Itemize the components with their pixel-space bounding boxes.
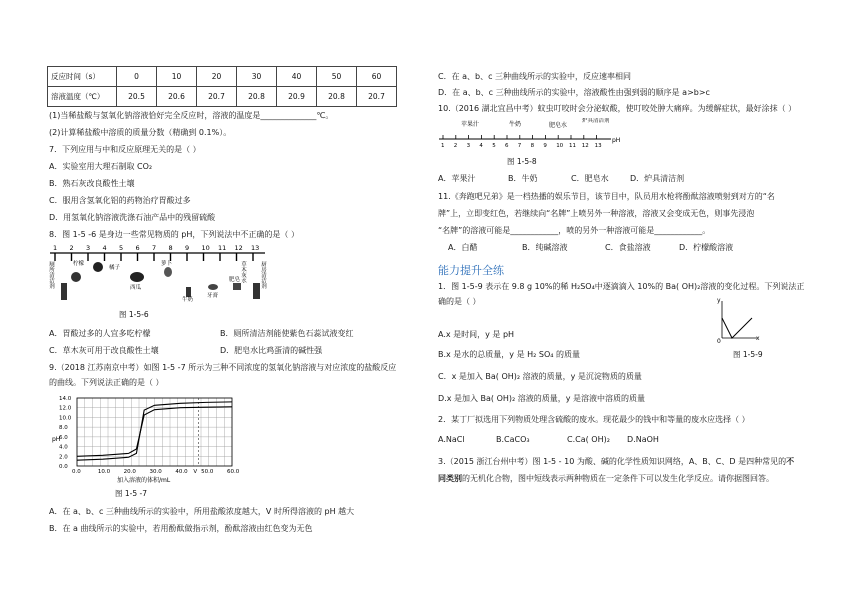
- table-cell: 10: [157, 67, 197, 87]
- question-1-part-1: (1)当稀盐酸与氢氧化钠溶液恰好完全反应时，溶液的温度是______________℃。: [49, 111, 334, 120]
- question-11-line-1: 11.《奔跑吧兄弟》是一档热播的娱乐节目，该节目中，队员用水枪将酚酞溶液喷射到对方的“名: [438, 192, 775, 201]
- ph-tick-label: 3: [86, 244, 91, 252]
- table-cell: 20.9: [277, 87, 317, 107]
- y-tick-label: 4.0: [59, 444, 68, 451]
- watermelon-icon: [130, 272, 144, 282]
- milk-icon: [186, 287, 191, 297]
- reaction-table: [47, 66, 397, 107]
- ph-tick-label: 4: [479, 143, 483, 149]
- table-cell: 20.8: [317, 87, 357, 107]
- figure-1-5-8: [436, 118, 621, 150]
- question-10: 10.（2016 湖北宜昌中考）蚊虫叮咬时会分泌蚁酸，使叮咬处肿大痛痒。为缓解症状，最好涂抹（ ）: [438, 104, 797, 113]
- q11-option-d: D．柠檬酸溶液: [679, 243, 734, 252]
- orange-icon: [93, 262, 103, 272]
- table-cell: 50: [317, 67, 357, 87]
- ph-tick-label: 5: [492, 143, 496, 149]
- figure-1-5-6: [47, 243, 272, 303]
- ph-tick-label: 7: [517, 143, 522, 149]
- ph-tick-label: 11: [218, 244, 227, 252]
- soap-icon: [233, 283, 241, 290]
- q3-text: 3.（2015 浙江台州中考）图 1-5 - 10 为酸、碱的化学性质知识网络，A、B、C、D 是四种常见的: [438, 457, 787, 466]
- fig8-label: 苹果汁: [461, 121, 480, 128]
- x-tick-label: 20.0: [123, 469, 136, 475]
- ability-question-1-line-2: 确的是（ ）: [438, 297, 481, 306]
- y-axis-label: pH: [52, 436, 61, 443]
- x-tick-label: 30.0: [149, 469, 162, 475]
- table-cell: 20.6: [157, 87, 197, 107]
- ability-question-2: 2．某丁厂拟选用下列物质处理含硫酸的废水。现花最少的钱中和等量的废水应选择（ ）: [438, 415, 750, 424]
- ph-tick-label: 5: [119, 244, 124, 252]
- table-cell: 40: [277, 67, 317, 87]
- table-header-cell: 溶液温度（℃）: [48, 87, 117, 107]
- ph-tick-label: 4: [102, 244, 107, 252]
- y-tick-label: 2.0: [59, 454, 68, 461]
- ph-tick-label: 10: [201, 244, 210, 252]
- ph-tick-label: 12: [234, 244, 243, 252]
- p2-option-c: C.Ca( OH)₂: [567, 435, 610, 444]
- ability-question-3-line-2: [438, 473, 774, 484]
- x-tick-label: 10.0: [97, 469, 111, 475]
- q3-emphasis: 不: [786, 457, 795, 466]
- y-tick-label: 14.0: [59, 396, 72, 402]
- table-cell: 30: [237, 67, 277, 87]
- fig6-label: 厕所清洁剂: [48, 261, 54, 289]
- q11-option-b: B．纯碱溶液: [522, 243, 568, 252]
- fig6-label: 厨房清洁剂: [260, 261, 266, 289]
- x-tick-label: 60.0: [227, 469, 240, 475]
- radish-icon: [164, 267, 172, 277]
- table-cell: 20.5: [117, 87, 157, 107]
- q11-option-c: C．食盐溶液: [605, 243, 651, 252]
- ph-tick-label: 11: [569, 143, 576, 149]
- q10-option-c: C．肥皂水: [571, 174, 609, 183]
- y-tick-label: 8.0: [59, 425, 68, 432]
- ph-tick-label: 10: [556, 143, 564, 149]
- fig6-label: 牙膏: [207, 293, 219, 299]
- x-tick-label: 40.0: [175, 469, 188, 475]
- fig6-label: 肥皂: [229, 277, 241, 283]
- p1-option-b: B.x 是水的总质量，y 是 H₂ SO₄ 的质量: [438, 350, 581, 359]
- ph-tick-label: 9: [543, 143, 547, 149]
- fig8-label: 牛奶: [509, 121, 522, 128]
- p2-option-d: D.NaOH: [627, 435, 659, 444]
- x-tick-label: V: [193, 469, 198, 475]
- figure-caption: 图 1-5-9: [733, 350, 763, 359]
- x-tick-label: 0.0: [72, 469, 81, 475]
- y-tick-label: 6.0: [59, 434, 68, 441]
- q10-option-d: D．炉具清洁剂: [630, 174, 685, 183]
- q8-option-a: A．胃酸过多的人宜多吃柠檬: [49, 329, 151, 338]
- ph-tick-label: 13: [594, 143, 602, 149]
- q11-option-a: A．白醋: [448, 243, 478, 252]
- question-1-part-2: (2)计算稀盐酸中溶质的质量分数（精确到 0.1%）。: [49, 128, 232, 137]
- table-header-cell: 反应时间（s）: [48, 67, 117, 87]
- q10-option-b: B．牛奶: [508, 174, 538, 183]
- fig6-label: 牛奶: [182, 297, 194, 303]
- p2-option-a: A.NaCl: [438, 435, 465, 444]
- y-tick-label: 12.0: [59, 405, 72, 412]
- x-axis-label: 加入溶液的体积/mL: [117, 477, 171, 484]
- ph-tick-label: 3: [466, 143, 471, 149]
- ph-axis-label: pH: [612, 137, 621, 144]
- fig6-label: 萝卜: [161, 261, 173, 267]
- ph-tick-label: 9: [185, 244, 190, 252]
- fig6-label: 橘子: [109, 265, 121, 271]
- table-row: [48, 67, 397, 87]
- p1-option-c: C．x 是加入 Ba( OH)₂ 溶液的质量，y 是沉淀物质的质量: [438, 372, 642, 381]
- y-tick-label: 0.0: [59, 464, 68, 470]
- table-cell: 20.8: [237, 87, 277, 107]
- table-cell: 20: [197, 67, 237, 87]
- ability-question-3-line-1: [438, 456, 794, 467]
- figure-caption: 图 1-5 -7: [115, 489, 147, 498]
- table-cell: 60: [357, 67, 397, 87]
- ability-question-1-line-1: 1．图 1-5-9 表示在 9.8 g 10%的稀 H₂SO₄中逐滴滴入 10%的 Ba( OH)₂溶液的变化过程。下列说法正: [438, 282, 805, 291]
- ph-tick-label: 7: [152, 244, 157, 252]
- fig6-label: 草木灰水: [240, 261, 246, 283]
- ph-tick-label: 2: [453, 143, 458, 149]
- p1-option-a: A.x 是时间，y 是 pH: [438, 330, 515, 339]
- question-11-line-3: “名牌”的溶液可能是____________，喷的另外一种溶液可能是____________。: [438, 226, 711, 235]
- question-9-line-1: 9.（2018 江苏南京中考）如图 1-5 -7 所示为三种不同浓度的氢氧化钠溶液与对应浓度的盐酸反应: [49, 363, 397, 372]
- figure-1-5-7: [47, 393, 247, 485]
- cleaner-bottle-icon: [253, 283, 260, 299]
- ph-tick-label: 1: [53, 244, 58, 252]
- q9-option-d: D．在 a、b、c 三种曲线所示的实验中，溶液酸性由强到弱的顺序是 a>b>c: [438, 88, 710, 97]
- p1-option-d: D.x 是加入 Ba( OH)₂ 溶液的质量，y 是溶液中溶质的质量: [438, 394, 646, 403]
- bottle-icon: [61, 283, 67, 300]
- fig8-label: 炉具清洁剂: [582, 118, 610, 124]
- ph-tick-label: 6: [135, 244, 140, 252]
- fig9-y-label: y: [717, 297, 721, 304]
- q7-option-d: D．用氢氧化钠溶液洗涤石油产品中的残留硫酸: [49, 213, 216, 222]
- q7-option-c: C．服用含氢氧化铝的药物治疗胃酸过多: [49, 196, 191, 205]
- figure-caption: 图 1-5-8: [507, 157, 537, 166]
- q8-option-b: B．厕所清洁剂能使紫色石蕊试液变红: [220, 329, 354, 338]
- ph-tick-label: 6: [505, 143, 509, 149]
- ph-tick-label: 1: [441, 143, 445, 149]
- table-cell: 20.7: [357, 87, 397, 107]
- fig9-origin: 0: [717, 338, 721, 345]
- table-cell: 0: [117, 67, 157, 87]
- table-cell: 20.7: [197, 87, 237, 107]
- figure-1-5-9: [712, 296, 762, 346]
- q7-option-b: B．熟石灰改良酸性土壤: [49, 179, 135, 188]
- q9-option-c: C．在 a、b、c 三种曲线所示的实验中，反应速率相同: [438, 72, 632, 81]
- fig6-label: 柠檬: [73, 261, 85, 267]
- q3-emphasis: 同类别: [438, 474, 462, 483]
- q7-option-a: A．实验室用大理石制取 CO₂: [49, 162, 153, 171]
- ph-tick-label: 8: [530, 143, 535, 149]
- x-tick-label: 50.0: [201, 469, 214, 475]
- figure-caption: 图 1-5-6: [119, 310, 149, 319]
- ph-tick-label: 2: [69, 244, 74, 252]
- question-7: 7．下列应用与中和反应原理无关的是（ ）: [49, 145, 201, 154]
- q9-option-a: A．在 a、b、c 三种曲线所示的实验中，所用盐酸浓度越大，V 时所得溶液的 pH 越大: [49, 507, 355, 516]
- toothpaste-icon: [208, 284, 218, 290]
- section-title: 能力提升全练: [438, 264, 504, 277]
- fig9-x-label: x: [756, 335, 760, 342]
- fig6-label: 西瓜: [130, 285, 142, 291]
- table-row: [48, 87, 397, 107]
- fig8-label: 肥皂水: [549, 122, 568, 129]
- ph-tick-label: 13: [251, 244, 260, 252]
- q10-option-a: A．苹果汁: [438, 174, 476, 183]
- q9-option-b: B．在 a 曲线所示的实验中，若用酚酞做指示剂，酚酞溶液由红色变为无色: [49, 524, 313, 533]
- y-tick-label: 10.0: [59, 415, 72, 422]
- q8-option-d: D．肥皂水比鸡蛋清的碱性强: [220, 346, 323, 355]
- ph-tick-label: 8: [168, 244, 173, 252]
- ph-tick-label: 12: [581, 143, 589, 149]
- q8-option-c: C．草木灰可用于改良酸性土壤: [49, 346, 159, 355]
- q3-text: 的无机化合物，图中短线表示两种物质在一定条件下可以发生化学反应。请你据图回答。: [462, 474, 774, 483]
- question-9-line-2: 的曲线。下列说法正确的是（ ）: [49, 378, 164, 387]
- question-11-line-2: 牌”上，立即变红色，若继续向“名牌”上喷另外一种溶液，溶液又会变成无色，则事先浸泡: [438, 209, 755, 218]
- question-8: 8．图 1-5 -6 是身边一些常见物质的 pH，下列说法中不正确的是（ ）: [49, 230, 299, 239]
- lemon-icon: [71, 272, 81, 282]
- p2-option-b: B.CaCO₃: [496, 435, 530, 444]
